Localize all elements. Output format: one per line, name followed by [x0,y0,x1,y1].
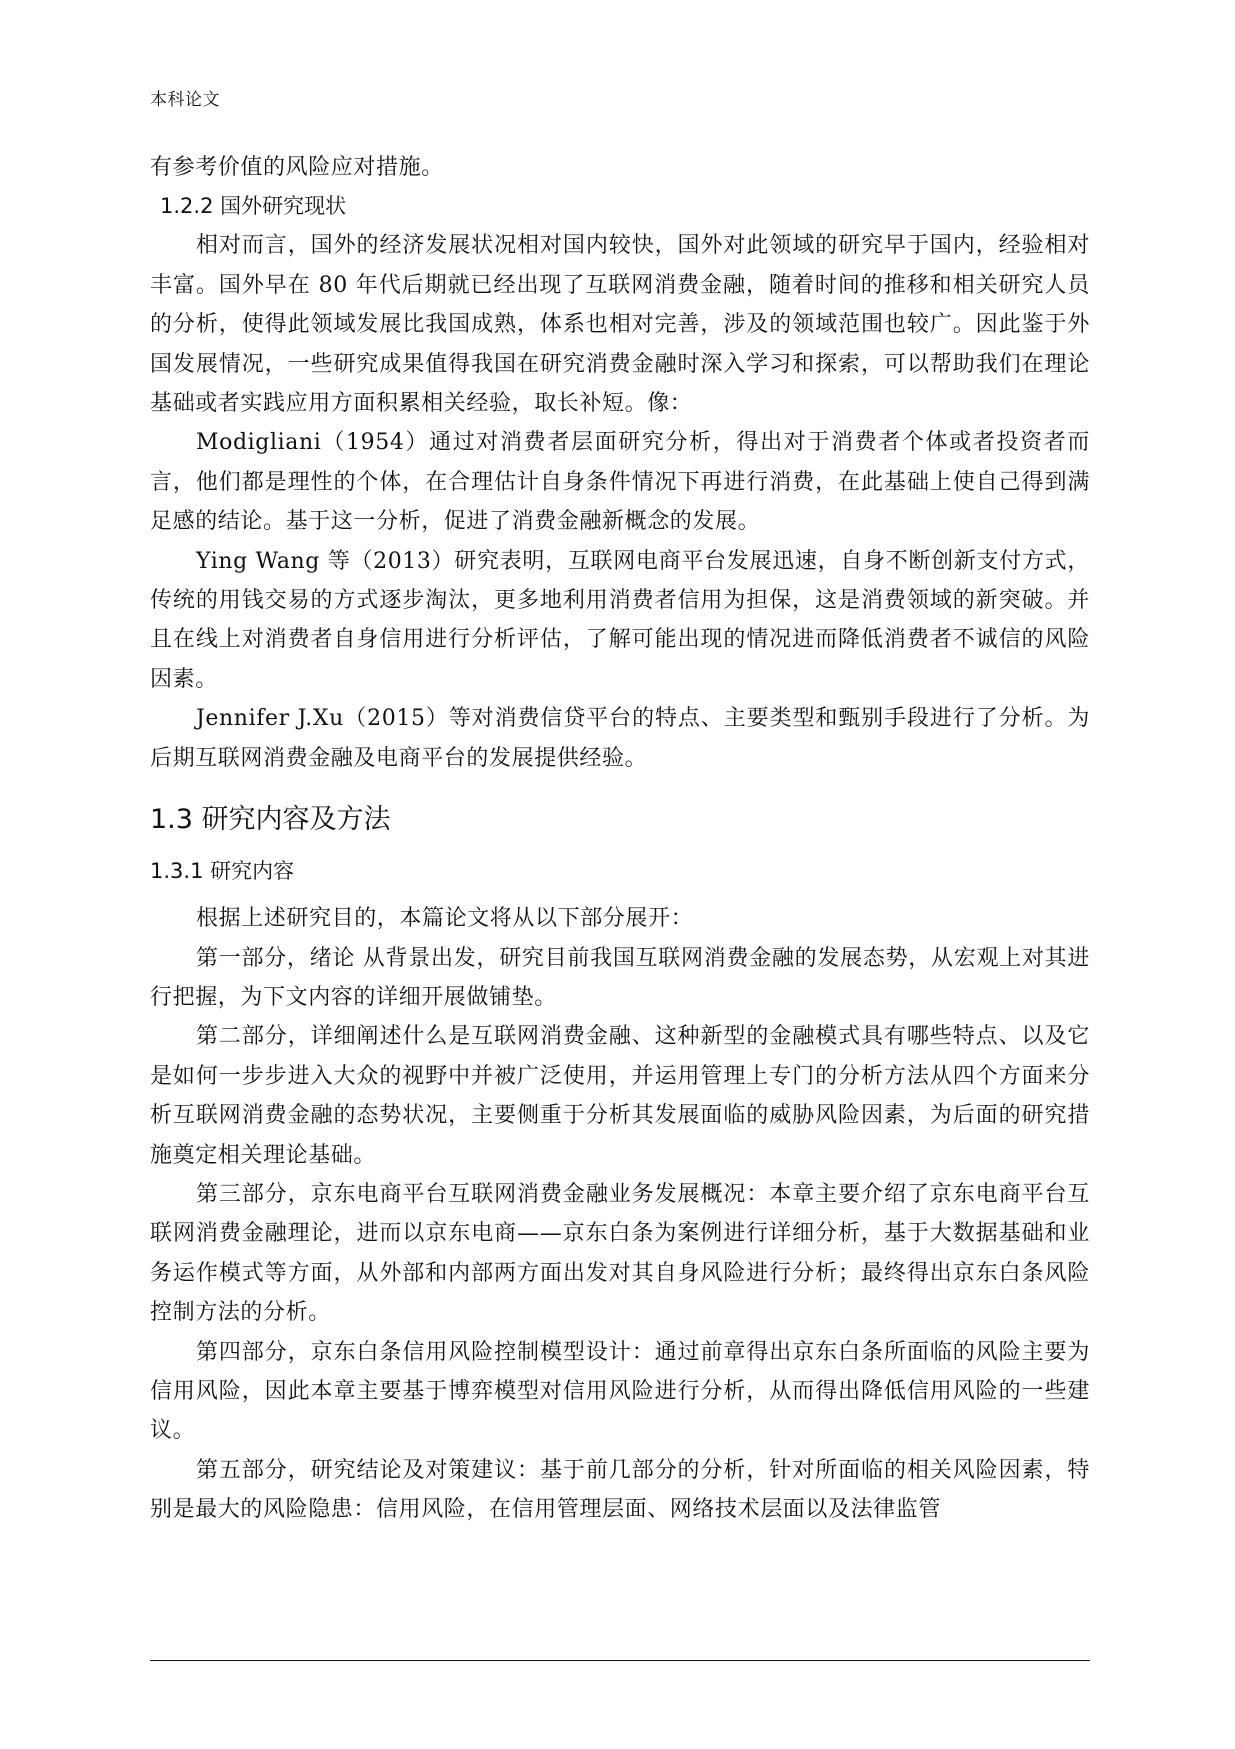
paragraph: Jennifer J.Xu（2015）等对消费信贷平台的特点、主要类型和甄别手段进行了分析。为后期互联网消费金融及电商平台的发展提供经验。 [150,706,1090,771]
footer-divider [150,1660,1090,1661]
running-header: 本科论文 [150,90,220,110]
paragraph: 第五部分，研究结论及对策建议：基于前几部分的分析，针对所面临的相关风险因素，特别是最大的风险隐患：信用风险，在信用管理层面、网络技术层面以及法律监管 [150,1457,1090,1523]
paragraph: 第一部分，绪论 从背景出发，研究目前我国互联网消费金融的发展态势，从宏观上对其进行把握，为下文内容的详细开展做铺垫。 [150,945,1090,1010]
document-body [150,148,1090,1530]
paragraph: Ying Wang 等（2013）研究表明，互联网电商平台发展迅速，自身不断创新支付方式，传统的用钱交易的方式逐步淘汰，更多地利用消费者信用为担保，这是消费领域的新突破。并且在线上对消费者自身信用进行分析评估，了解可能出现的情况进而降低消费者不诚信的风险因素。 [150,548,1090,692]
paragraph: 根据上述研究目的，本篇论文将从以下部分展开： [196,906,694,932]
section-heading-1-3: 1.3 研究内容及方法 [150,804,391,836]
paragraph: 第三部分，京东电商平台互联网消费金融业务发展概况：本章主要介绍了京东电商平台互联网消费金融理论，进而以京东电商——京东白条为案例进行详细分析，基于大数据基础和业务运作模式等方面，从外部和内部两方面出发对其自身风险进行分析；最终得出京东白条风险控制方法的分析。 [150,1181,1090,1326]
subsection-heading-1-3-1: 1.3.1 研究内容 [150,859,295,884]
paragraph: 相对而言，国外的经济发展状况相对国内较快，国外对此领域的研究早于国内，经验相对丰富。国外早在 80 年代后期就已经出现了互联网消费金融，随着时间的推移和相关研究人员的分析，使得此领域发展比我国成熟，体系也相对完善，涉及的领域范围也较广。因此鉴于外国发展情况，一些研究成果值得我国在研究消费金融时深入学习和探索，可以帮助我们在理论基础或者实践应用方面积累相关经验，取长补短。像： [150,233,1090,417]
subsection-heading-1-2-2: 1.2.2 国外研究现状 [160,194,347,219]
paragraph: 第四部分，京东白条信用风险控制模型设计：通过前章得出京东白条所面临的风险主要为信用风险，因此本章主要基于博弈模型对信用风险进行分析，从而得出降低信用风险的一些建议。 [150,1339,1090,1444]
paragraph: Modigliani（1954）通过对消费者层面研究分析，得出对于消费者个体或者投资者而言，他们都是理性的个体，在合理估计自身条件情况下再进行消费，在此基础上使自己得到满足感的结论。基于这一分析，促进了消费金融新概念的发展。 [150,430,1090,535]
paragraph: 有参考价值的风险应对措施。 [150,155,444,180]
paragraph: 第二部分，详细阐述什么是互联网消费金融、这种新型的金融模式具有哪些特点、以及它是如何一步步进入大众的视野中并被广泛使用，并运用管理上专门的分析方法从四个方面来分析互联网消费金融的态势状况，主要侧重于分析其发展面临的威胁风险因素，为后面的研究措施奠定相关理论基础。 [150,1024,1090,1168]
